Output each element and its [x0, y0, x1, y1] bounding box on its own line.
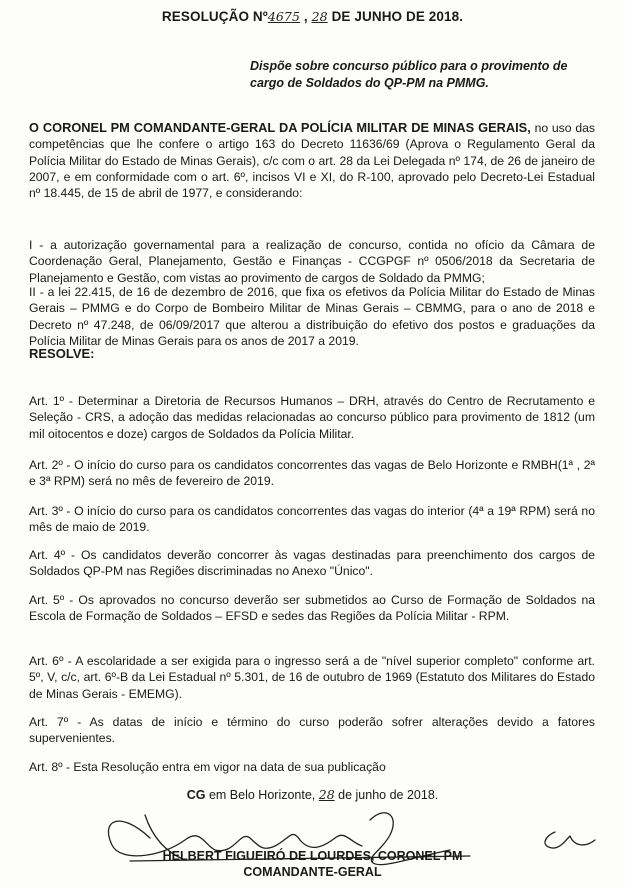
closing-place: em Belo Horizonte, [208, 788, 316, 802]
considerando-2: II - a lei 22.415, de 16 de dezembro de 2016, que fixa os efetivos da Polícia Militar do Estado de Minas Gerais – PMMG e do Corpo de Bombeiro Militar de Minas Gerais – CBMMG, para o ano de 2018 e Decreto nº 47.248, de 06/09/2017 que alterou a distribuição do efetivo dos postos e graduações da Polícia Militar de Minas Gerais para os anos de 2017 a 2019. [29, 285, 595, 348]
closing-month-year: de junho de 2018. [338, 788, 439, 802]
article-2: Art. 2º - O início do curso para os candidatos concorrentes das vagas de Belo Horizonte e RMBH(1ª , 2ª e 3ª RPM) será no mês de fevereiro de 2019. [29, 458, 595, 489]
article-1: Art. 1º - Determinar a Diretoria de Recursos Humanos – DRH, através do Centro de Recrutamento e Seleção - CRS, a adoção das medidas relacionadas ao concurso público para provimento de 1812 (um mil oitocentos e doze) cargos de Soldados da Polícia Militar. [29, 394, 595, 441]
signer-name: HELBERT FIGUEIRÓ DE LOURDES, CORONEL PM [162, 849, 463, 863]
article-8: Art. 8º - Esta Resolução entra em vigor na data de sua publicação [29, 760, 386, 774]
title-separator: , [303, 9, 308, 24]
title-suffix: DE JUNHO DE 2018. [331, 9, 464, 24]
closing-cg: CG [186, 788, 206, 802]
resolve-heading: RESOLVE: [29, 346, 95, 361]
closing-handwritten-day: 28 [318, 787, 335, 802]
handwritten-day: 28 [311, 9, 328, 24]
article-6: Art. 6º - A escolaridade a ser exigida para o ingresso será a de "nível superior completo" conforme art. 5º, V, c/c, art. 6º-B da Lei Estadual nº 5.301, de 16 de outubro de 1969 (Estatuto dos Militares do Estado de Minas Gerais - EMEMG). [29, 654, 595, 701]
preamble-text: no uso das competências que lhe confere o artigo 163 do Decreto 11636/69 (Aprova o Regulamento Geral da Polícia Militar do Estado de Minas Gerais), c/c com o art. 28 da Lei Delegada nº 174, de 26 de janeiro de 2007, e em conformidade com o art. 6º, incisos VI e XI, do R-100, aprovado pelo Decreto-Lei Estadual nº 18.445, de 15 de abril de 1977, e considerando: [29, 121, 595, 201]
article-7: Art. 7º - As datas de início e término do curso poderão sofrer alterações devido a fatores supervenientes. [29, 715, 595, 746]
handwritten-number: 4675 [267, 9, 301, 24]
ementa: Dispõe sobre concurso público para o provimento de cargo de Soldados do QP-PM na PMMG. [250, 59, 568, 90]
article-5: Art. 5º - Os aprovados no concurso deverão ser submetidos ao Curso de Formação de Soldados na Escola de Formação de Soldados – EFSD e sedes das Regiões da Polícia Militar - RPM. [29, 593, 595, 624]
article-4: Art. 4º - Os candidatos deverão concorrer às vagas destinadas para preenchimento dos cargos de Soldados QP-PM nas Regiões discriminadas no Anexo "Único". [29, 548, 595, 579]
title-prefix: RESOLUÇÃO Nº [161, 9, 268, 24]
considerando-1: I - a autorização governamental para a realização de concurso, contida no ofício da Câmara de Coordenação Geral, Planejamento, Gestão e Finanças - CCGPGF nº 0506/2018 da Secretaria de Planejamento e Gestão, com vistas ao provimento de cargos de Soldado da PMMG; [29, 238, 595, 285]
signature-block [0, 848, 625, 880]
article-3: Art. 3º - O início do curso para os candidatos concorrentes das vagas do interior (4ª a 19ª RPM) será no mês de maio de 2019. [29, 504, 595, 535]
signer-role: COMANDANTE-GERAL [243, 865, 382, 879]
preamble-authority: O CORONEL PM COMANDANTE-GERAL DA POLÍCIA MILITAR DE MINAS GERAIS, [29, 120, 531, 135]
